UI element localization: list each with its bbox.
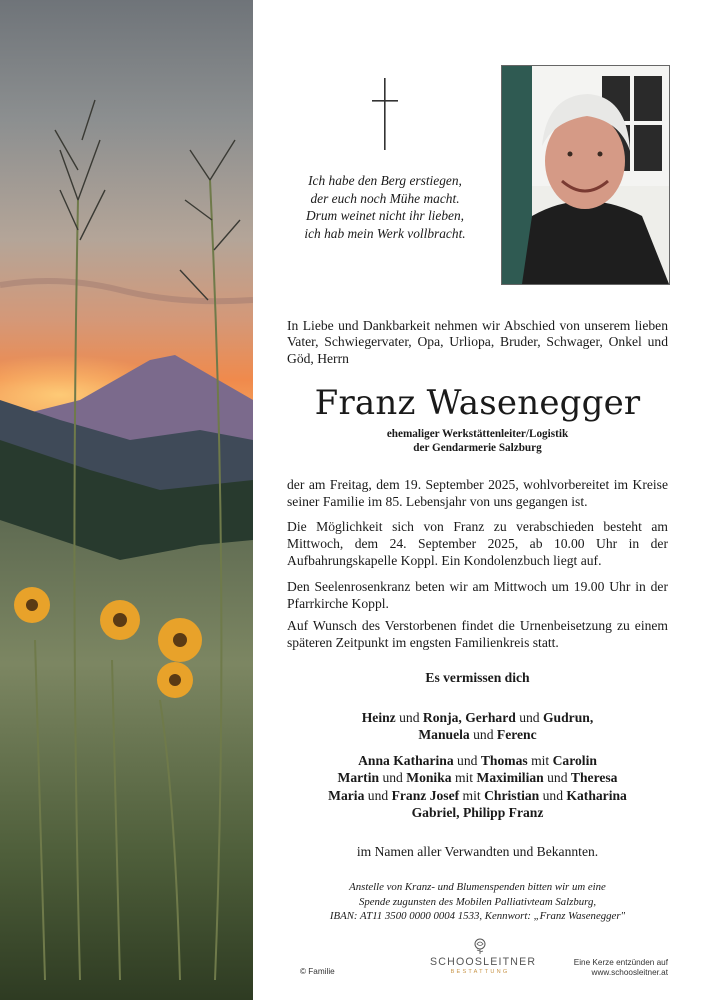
connector: und	[543, 770, 571, 786]
logo-brand: SCHOOSLEITNER	[430, 956, 537, 968]
family-line	[287, 769, 668, 786]
connector: und	[395, 710, 423, 725]
donation-line-2: Spende zugunsten des Mobilen Palliativteam Salzburg,	[358, 895, 597, 908]
family-name: Franz Josef	[391, 787, 460, 803]
viewing-paragraph: Die Möglichkeit sich von Franz zu verabschieden besteht am Mittwoch, dem 24. September 2025, ab 10.00 Uhr in der Aufbahrungskapelle Koppl. Ein Kondolenzbuch liegt auf.	[287, 519, 668, 569]
family-name: Katharina	[566, 787, 627, 803]
funeral-home-logo[interactable]	[430, 937, 537, 975]
position-line-1: ehemaliger Werkstättenleiter/Logistik	[386, 428, 569, 440]
connector: und	[453, 753, 481, 768]
family-line	[287, 726, 668, 743]
family-name: Gudrun	[542, 710, 590, 725]
family-name: Anna Katharina	[358, 753, 454, 768]
connector: und	[364, 787, 392, 803]
intro-text: In Liebe und Dankbarkeit nehmen wir Abschied von unserem lieben Vater, Schwiegervater, Opa, Urliopa, Bruder, Schwager, Onkel und Göd, Herrn	[287, 318, 668, 366]
connector: ,	[458, 710, 466, 725]
family-name: Carolin	[552, 753, 597, 768]
connector: und	[515, 710, 543, 725]
family-name: Monika	[406, 770, 452, 786]
candle-line-1: Eine Kerze entzünden auf	[573, 958, 668, 967]
donation-line-1: Anstelle von Kranz- und Blumenspenden bitten wir um eine	[349, 881, 606, 893]
connector: und	[539, 787, 567, 803]
connector: ,	[589, 710, 594, 725]
family-name: Gabriel, Philipp Franz	[411, 805, 544, 821]
connector: mit	[459, 787, 485, 803]
family-name: Ronja	[422, 710, 459, 725]
family-name: Martin	[337, 770, 380, 786]
family-name: Thomas	[480, 753, 528, 768]
candle-website-link[interactable]: www.schoosleitner.at	[591, 968, 668, 978]
family-line	[287, 752, 668, 769]
connector: und	[379, 770, 407, 786]
connector: mit	[451, 770, 477, 786]
donation-line-3: IBAN: AT11 3500 0000 0004 1533, Kennwort: „Franz Wasenegger"	[329, 910, 626, 923]
rosary-paragraph: Den Seelenrosenkranz beten wir am Mittwoch um 19.00 Uhr in der Pfarrkirche Koppl.	[287, 579, 668, 612]
connector: und	[469, 727, 497, 743]
position-line-2: der Gendarmerie Salzburg	[413, 442, 542, 455]
family-group-children	[287, 709, 668, 744]
family-name: Christian	[484, 787, 540, 803]
family-name: Theresa	[570, 770, 618, 786]
donation-note	[287, 880, 668, 924]
relatives-line: im Namen aller Verwandten und Bekannten.	[356, 844, 599, 859]
family-line	[287, 787, 668, 804]
portrait-photo-icon	[501, 65, 670, 285]
cross-icon	[372, 78, 398, 150]
deceased-name: Franz Wasenegger	[314, 383, 641, 423]
burial-paragraph: Auf Wunsch des Verstorbenen findet die Urnenbeisetzung zu einem späteren Zeitpunkt im engsten Familienkreis statt.	[287, 618, 668, 651]
mountain-sunset-flowers-icon	[0, 0, 253, 1000]
family-line	[287, 709, 668, 726]
mountain-sunset-photo	[0, 0, 253, 1000]
candle-info	[560, 958, 668, 979]
deceased-former-position	[287, 427, 668, 455]
family-name: Gerhard	[465, 710, 516, 725]
family-name: Ferenc	[496, 727, 537, 743]
memorial-quote: Ich habe den Berg erstiegen, der euch noch Mühe macht. Drum weinet nicht ihr lieben, ich hab mein Werk vollbracht.	[304, 173, 466, 241]
photo-copyright: © Familie	[300, 967, 335, 976]
rose-logo-icon	[471, 937, 489, 955]
family-name: Maximilian	[476, 770, 544, 786]
missing-heading: Es vermissen dich	[425, 670, 530, 685]
death-paragraph: der am Freitag, dem 19. September 2025, wohlvorbereitet im Kreise seiner Familie im 85. Lebensjahr von uns gegangen ist.	[287, 477, 668, 510]
family-name: Manuela	[418, 727, 470, 743]
family-name: Heinz	[361, 710, 396, 725]
family-group-grandchildren	[287, 752, 668, 822]
family-name: Maria	[328, 787, 365, 803]
connector: mit	[527, 753, 553, 768]
logo-sub: BESTATTUNG	[450, 969, 510, 975]
family-line	[287, 804, 668, 821]
